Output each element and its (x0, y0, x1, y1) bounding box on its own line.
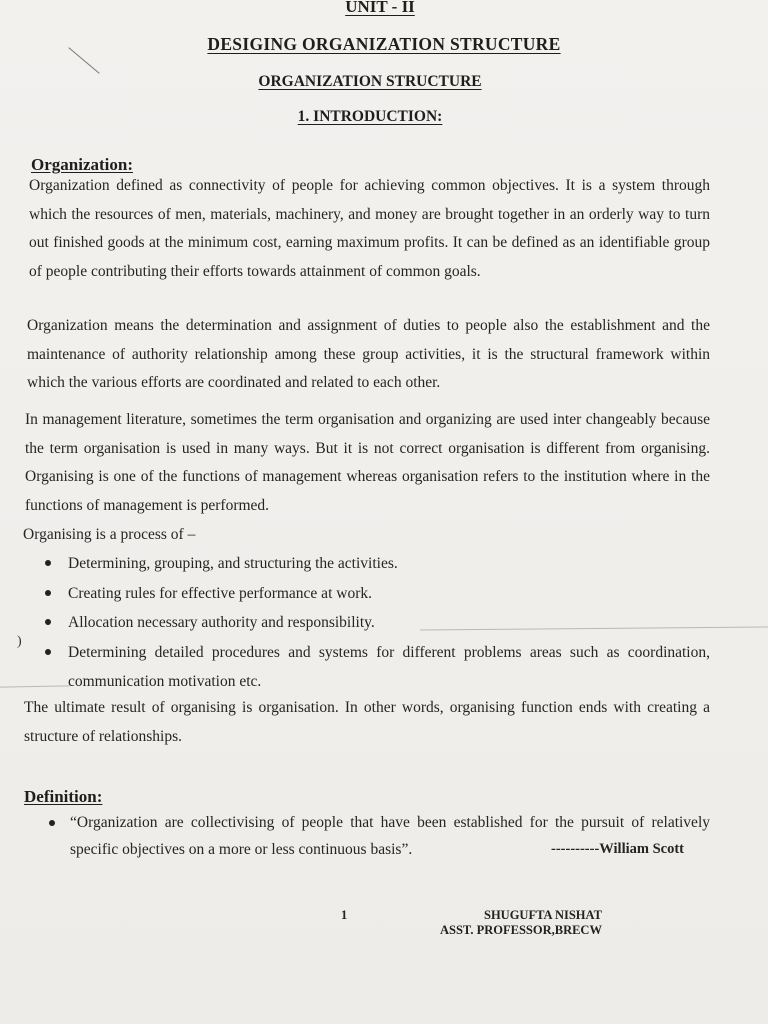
process-list (68, 549, 710, 697)
list-item-text: Determining detailed procedures and systems for different problems areas such as coordination, communication motivation etc. (68, 643, 710, 690)
quote-attribution: ----------William Scott (551, 841, 684, 857)
bullet-icon (49, 820, 55, 826)
main-title: DESIGING ORGANIZATION STRUCTURE (207, 34, 561, 54)
process-intro: Organising is a process of – (23, 526, 196, 543)
sub-title: ORGANIZATION STRUCTURE (258, 73, 482, 90)
bullet-icon (45, 649, 51, 655)
bullet-icon (45, 619, 51, 625)
fold-crease (0, 685, 70, 687)
list-item (68, 638, 710, 697)
list-item (68, 608, 710, 638)
organization-title: Organization: (31, 155, 133, 174)
list-item-text: Creating rules for effective performance at work. (68, 584, 372, 602)
author-designation: ASST. PROFESSOR,BRECW (440, 923, 602, 937)
organization-paragraph-2: Organization means the determination and assignment of duties to people also the establishment and the maintenance of authority relationship among these group activities, it is the structural framework within which the various efforts are coordinated and related to each other. (27, 317, 710, 391)
bullet-icon (45, 590, 51, 596)
list-item (68, 579, 710, 609)
page-number: 1 (341, 908, 348, 922)
definition-title: Definition: (24, 787, 103, 806)
author-name: SHUGUFTA NISHAT (484, 908, 602, 922)
organization-paragraph-1: Organization defined as connectivity of people for achieving common objectives. It is a system through which the resources of men, materials, machinery, and money are brought together in an orderly way to turn out finished goods at the minimum cost, earning maximum profits. It can be defined as an identifiable group of people contributing their efforts towards attainment of common goals. (29, 177, 710, 280)
organization-paragraph-3: In management literature, sometimes the term organisation and organizing are used inter changeably because the term organisation is used in many ways. But it is not correct organisation is different from organising. Organising is one of the functions of management whereas organisation refers to the institution where in the functions of management is performed. (25, 411, 710, 514)
margin-mark: ) (17, 634, 22, 649)
list-item-text: Allocation necessary authority and responsibility. (68, 614, 375, 631)
intro-heading-text: 1. INTRODUCTION: (297, 108, 443, 125)
unit-heading: UNIT - II (345, 0, 415, 16)
list-item (68, 549, 710, 579)
bullet-icon (45, 560, 51, 566)
definition-quote: “Organization are collectivising of people that have been established for the pursuit of relatively specific objectives on a more or less continuous basis”. (70, 814, 710, 858)
intro-heading (0, 108, 754, 126)
list-item-text: Determining, grouping, and structuring the activities. (68, 555, 398, 572)
conclusion-paragraph: The ultimate result of organising is organisation. In other words, organising function ends with creating a structure of relationships. (24, 699, 710, 745)
